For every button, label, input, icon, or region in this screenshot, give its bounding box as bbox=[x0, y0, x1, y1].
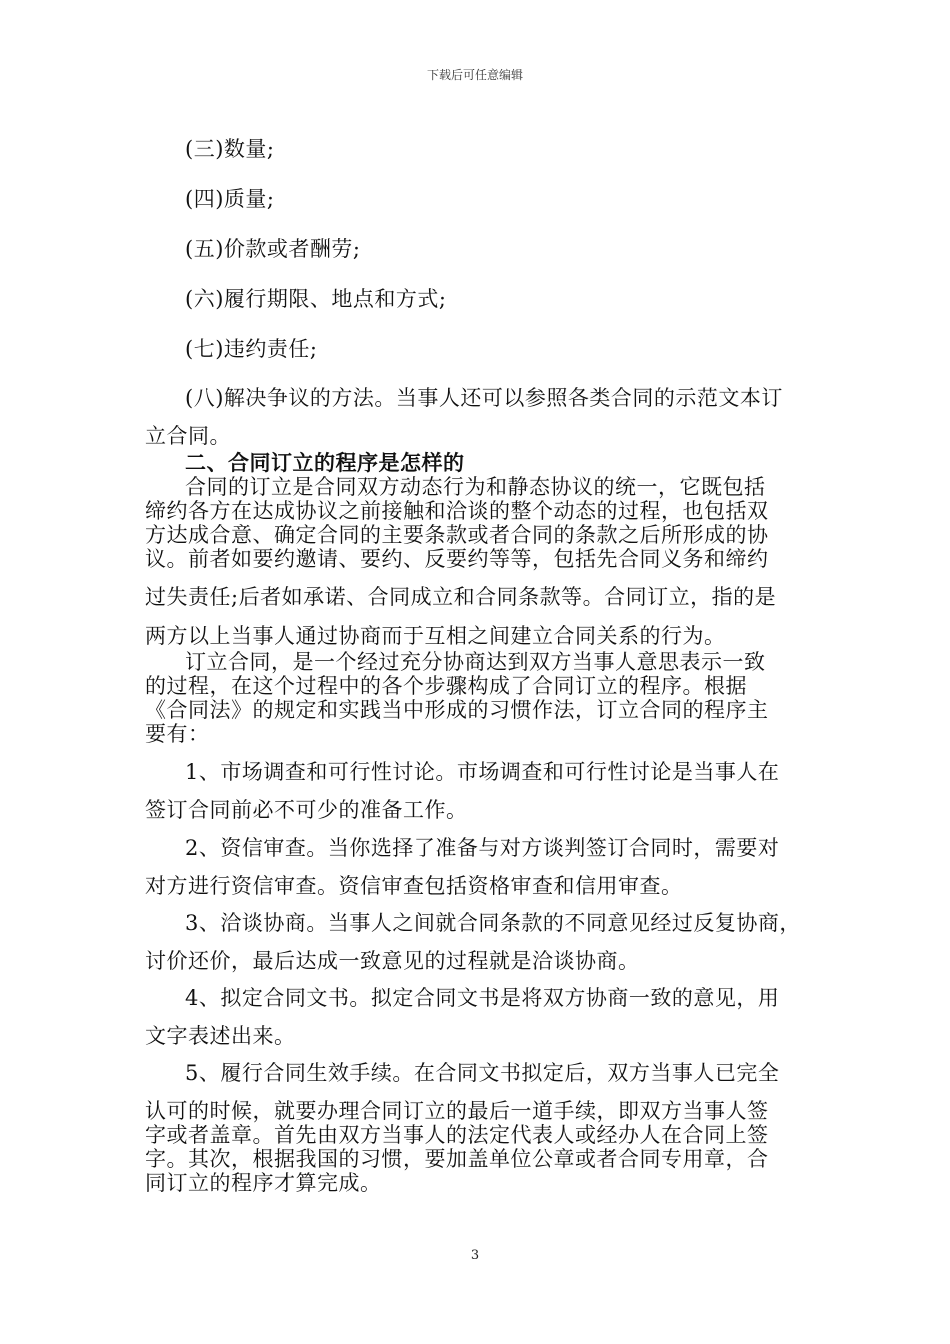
step-2-line: 2、资信审查。当你选择了准备与对方谈判签订合同时，需要对 bbox=[185, 836, 780, 860]
paragraph-1-line: 两方以上当事人通过协商而于互相之间建立合同关系的行为。 bbox=[145, 624, 726, 648]
step-5-line: 5、履行合同生效手续。在合同文书拟定后，双方当事人已完全 bbox=[185, 1061, 780, 1085]
list-item-4: (四)质量; bbox=[185, 187, 275, 211]
step-1-line: 签订合同前必不可少的准备工作。 bbox=[145, 798, 468, 822]
step-4-line: 文字表述出来。 bbox=[145, 1024, 296, 1048]
section-heading: 二、合同订立的程序是怎样的 bbox=[185, 450, 465, 475]
page-header: 下载后可任意编辑 bbox=[426, 68, 523, 82]
paragraph-1-line: 缔约各方在达成协议之前接触和洽谈的整个动态的过程，也包括双 bbox=[145, 499, 769, 523]
paragraph-1-line: 合同的订立是合同双方动态行为和静态协议的统一，它既包括 bbox=[185, 475, 766, 499]
step-1-line: 1、市场调查和可行性讨论。市场调查和可行性讨论是当事人在 bbox=[185, 760, 780, 784]
paragraph-2-line: 要有： bbox=[145, 722, 210, 746]
paragraph-1-line: 过失责任;后者如承诺、合同成立和合同条款等。合同订立，指的是 bbox=[145, 585, 777, 609]
list-item-8-line-1: (八)解决争议的方法。当事人还可以参照各类合同的示范文本订 bbox=[185, 386, 783, 410]
paragraph-2-line: 订立合同，是一个经过充分协商达到双方当事人意思表示一致 bbox=[185, 650, 766, 674]
step-5-line: 认可的时候，就要办理合同订立的最后一道手续，即双方当事人签 bbox=[145, 1099, 769, 1123]
list-item-5: (五)价款或者酬劳; bbox=[185, 237, 361, 261]
paragraph-2-line: 《合同法》的规定和实践当中形成的习惯作法，订立合同的程序主 bbox=[145, 698, 769, 722]
list-item-8-line-2: 立合同。 bbox=[145, 424, 231, 448]
step-5-line: 字。其次，根据我国的习惯，要加盖单位公章或者合同专用章，合 bbox=[145, 1147, 769, 1171]
step-4-line: 4、拟定合同文书。拟定合同文书是将双方协商一致的意见，用 bbox=[185, 986, 780, 1010]
page-number: 3 bbox=[470, 1248, 480, 1263]
step-5-line: 字或者盖章。首先由双方当事人的法定代表人或经办人在合同上签 bbox=[145, 1123, 769, 1147]
paragraph-1-line: 方达成合意、确定合同的主要条款或者合同的条款之后所形成的协 bbox=[145, 523, 769, 547]
paragraph-1-line: 议。前者如要约邀请、要约、反要约等等，包括先合同义务和缔约 bbox=[145, 547, 769, 571]
step-5-line: 同订立的程序才算完成。 bbox=[145, 1171, 382, 1195]
list-item-6: (六)履行期限、地点和方式; bbox=[185, 287, 447, 311]
paragraph-2-line: 的过程，在这个过程中的各个步骤构成了合同订立的程序。根据 bbox=[145, 674, 747, 698]
list-item-3: (三)数量; bbox=[185, 137, 275, 161]
step-2-line: 对方进行资信审查。资信审查包括资格审查和信用审查。 bbox=[145, 874, 683, 898]
list-item-7: (七)违约责任; bbox=[185, 337, 318, 361]
step-3-line: 3、洽谈协商。当事人之间就合同条款的不同意见经过反复协商， bbox=[185, 911, 801, 935]
step-3-line: 讨价还价，最后达成一致意见的过程就是洽谈协商。 bbox=[145, 949, 640, 973]
